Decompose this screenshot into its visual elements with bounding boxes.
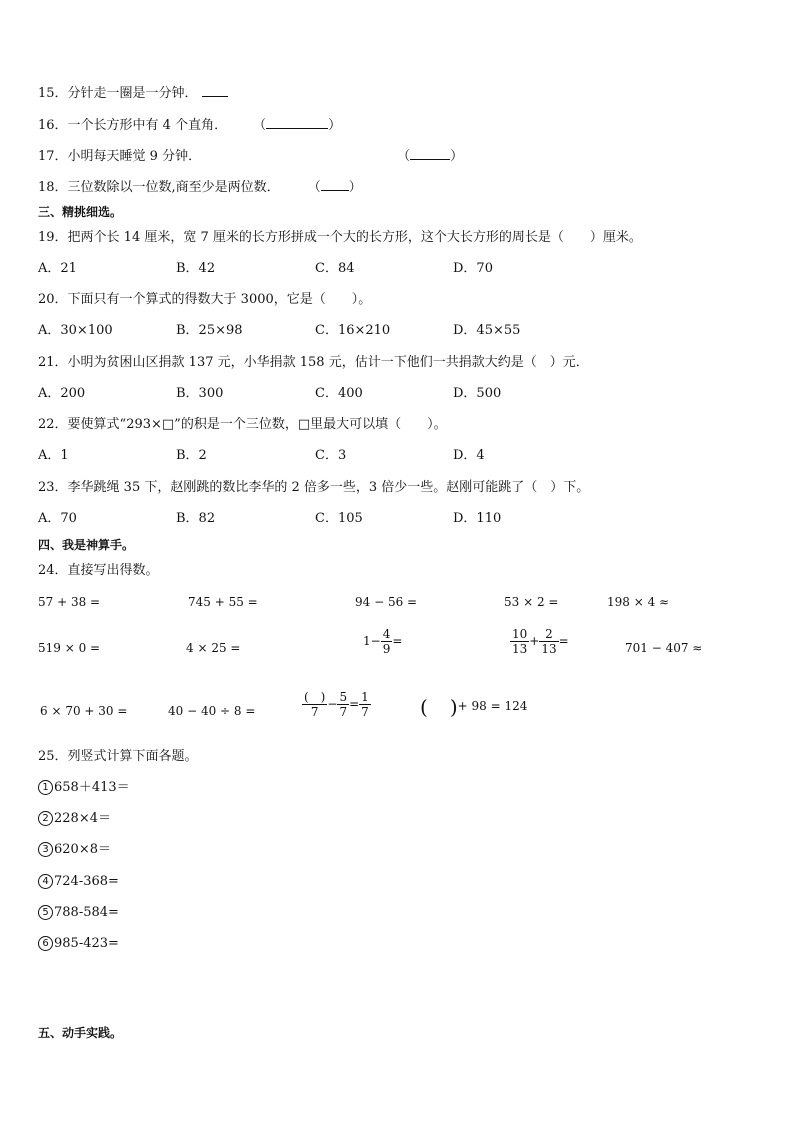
calc-text: + 98 = 124: [457, 699, 528, 713]
calc-text: 228×4＝: [54, 811, 111, 826]
numerator-blank[interactable]: ( ): [304, 690, 326, 704]
section-heading-5: 五、动手实践。: [38, 1026, 123, 1040]
question-24: 24．直接写出得数。: [38, 563, 159, 578]
question-21: 21．小明为贫困山区捐款 137 元，小华捐款 158 元，估计一下他们一共捐款大约是（ ）元．: [38, 355, 589, 370]
calc-item: 198 × 4 ≈: [607, 595, 670, 609]
paren-open: （: [253, 118, 267, 133]
fraction: [539, 627, 558, 656]
calc-text: 620×8＝: [54, 842, 111, 857]
fraction: [510, 627, 529, 656]
calc-item: 6 × 70 + 30 =: [40, 704, 128, 718]
option-b[interactable]: B．42: [176, 261, 216, 276]
numerator: 5: [339, 690, 348, 704]
question-25: 25．列竖式计算下面各题。: [38, 749, 198, 764]
question-22: 22．要使算式“293×□”的积是一个三位数，□里最大可以填（ ）。: [38, 417, 447, 432]
calc-text: =: [558, 634, 569, 648]
vertical-item-5: [38, 905, 119, 921]
question-23: 23．李华跳绳 35 下，赵刚跳的数比李华的 2 倍多一些，3 倍少一些。赵刚可能跳了（ ）下。: [38, 480, 590, 495]
option-a[interactable]: A．1: [38, 448, 69, 463]
calc-text: =: [392, 634, 403, 648]
paren-close: ）: [450, 149, 464, 164]
calc-item: 745 + 55 =: [188, 595, 258, 609]
option-d[interactable]: D．45×55: [453, 323, 521, 338]
answer-blank[interactable]: [410, 147, 450, 160]
calc-text: 788-584=: [54, 905, 119, 920]
calc-text: 1−: [363, 634, 381, 648]
question-18: [38, 178, 362, 196]
option-c[interactable]: C．84: [315, 261, 355, 276]
question-19: 19．把两个长 14 厘米，宽 7 厘米的长方形拼成一个大的长方形，这个大长方形的周长是（ ）厘米。: [38, 230, 642, 245]
calc-fraction-equation: [302, 690, 371, 719]
fraction: [359, 690, 371, 719]
denominator: 9: [382, 642, 391, 656]
option-a[interactable]: A．21: [38, 261, 77, 276]
option-b[interactable]: B．300: [176, 386, 224, 401]
calc-text: 985-423=: [54, 936, 119, 951]
option-a[interactable]: A．30×100: [38, 323, 113, 338]
paren-open: （: [307, 180, 321, 195]
fraction: [302, 690, 327, 719]
question-text: 16．一个长方形中有 4 个直角．: [38, 118, 228, 133]
option-c[interactable]: C．105: [315, 511, 363, 526]
calc-fill-blank: [420, 694, 528, 719]
option-d[interactable]: D．110: [453, 511, 502, 526]
circled-number: 1: [38, 780, 53, 795]
option-a[interactable]: A．70: [38, 511, 77, 526]
option-d[interactable]: D．70: [453, 261, 493, 276]
answer-blank[interactable]: [321, 178, 349, 191]
question-17: [38, 147, 463, 165]
calc-fraction-1-minus: [363, 627, 402, 656]
calc-fraction-add: [510, 627, 569, 656]
option-d[interactable]: D．500: [453, 386, 502, 401]
option-b[interactable]: B．25×98: [176, 323, 243, 338]
calc-item: 4 × 25 =: [186, 641, 241, 655]
calc-item: 701 − 407 ≈: [625, 641, 703, 655]
paren-close: ）: [328, 118, 342, 133]
option-b[interactable]: B．2: [176, 448, 207, 463]
calc-item: 94 − 56 =: [355, 595, 418, 609]
paren-close: ): [449, 694, 458, 719]
vertical-item-6: [38, 936, 119, 952]
numerator: 4: [382, 627, 391, 641]
question-15: [38, 84, 228, 102]
vertical-item-4: [38, 874, 119, 890]
vertical-item-1: [38, 780, 130, 796]
option-c[interactable]: C．16×210: [315, 323, 391, 338]
question-text: 17．小明每天睡觉 9 分钟．: [38, 149, 202, 164]
question-text: 18．三位数除以一位数,商至少是两位数．: [38, 180, 280, 195]
question-16: [38, 116, 341, 134]
answer-blank[interactable]: [202, 84, 228, 97]
numerator: 2: [539, 627, 558, 642]
calc-text: =: [349, 697, 360, 711]
denominator: 7: [310, 705, 319, 719]
numerator: 10: [512, 627, 528, 641]
option-d[interactable]: D．4: [453, 448, 485, 463]
calc-item: 53 × 2 =: [504, 595, 559, 609]
numerator: 1: [361, 690, 369, 704]
circled-number: 3: [38, 842, 53, 857]
paren-open: （: [397, 149, 411, 164]
denominator: 13: [512, 642, 528, 656]
fraction: [381, 627, 393, 656]
paren-open: (: [420, 694, 428, 719]
calc-item: 519 × 0 =: [38, 641, 101, 655]
calc-item: 40 − 40 ÷ 8 =: [168, 704, 256, 718]
section-heading-3: 三、精挑细选。: [38, 205, 123, 219]
option-c[interactable]: C．400: [315, 386, 363, 401]
option-c[interactable]: C．3: [315, 448, 347, 463]
circled-number: 4: [38, 874, 53, 889]
calc-text: 724-368=: [54, 874, 119, 889]
calc-text: +: [529, 634, 540, 648]
question-20: 20．下面只有一个算式的得数大于 3000，它是（ ）。: [38, 292, 372, 307]
denominator: 13: [541, 642, 557, 656]
question-text: 15．分针走一圈是一分钟．: [38, 86, 198, 101]
option-a[interactable]: A．200: [38, 386, 86, 401]
vertical-item-3: [38, 842, 111, 858]
calc-text: −: [327, 697, 338, 711]
paren-close: ）: [348, 180, 362, 195]
vertical-item-2: [38, 811, 111, 827]
fraction: [337, 690, 349, 719]
circled-number: 5: [38, 905, 53, 920]
circled-number: 2: [38, 811, 53, 826]
section-heading-4: 四、我是神算手。: [38, 538, 135, 552]
circled-number: 6: [38, 936, 53, 951]
calc-text: 658＋413＝: [54, 780, 130, 795]
denominator: 7: [361, 705, 369, 719]
calc-item: 57 + 38 =: [38, 595, 101, 609]
denominator: 7: [339, 705, 348, 719]
answer-blank[interactable]: [266, 116, 328, 129]
option-b[interactable]: B．82: [176, 511, 216, 526]
